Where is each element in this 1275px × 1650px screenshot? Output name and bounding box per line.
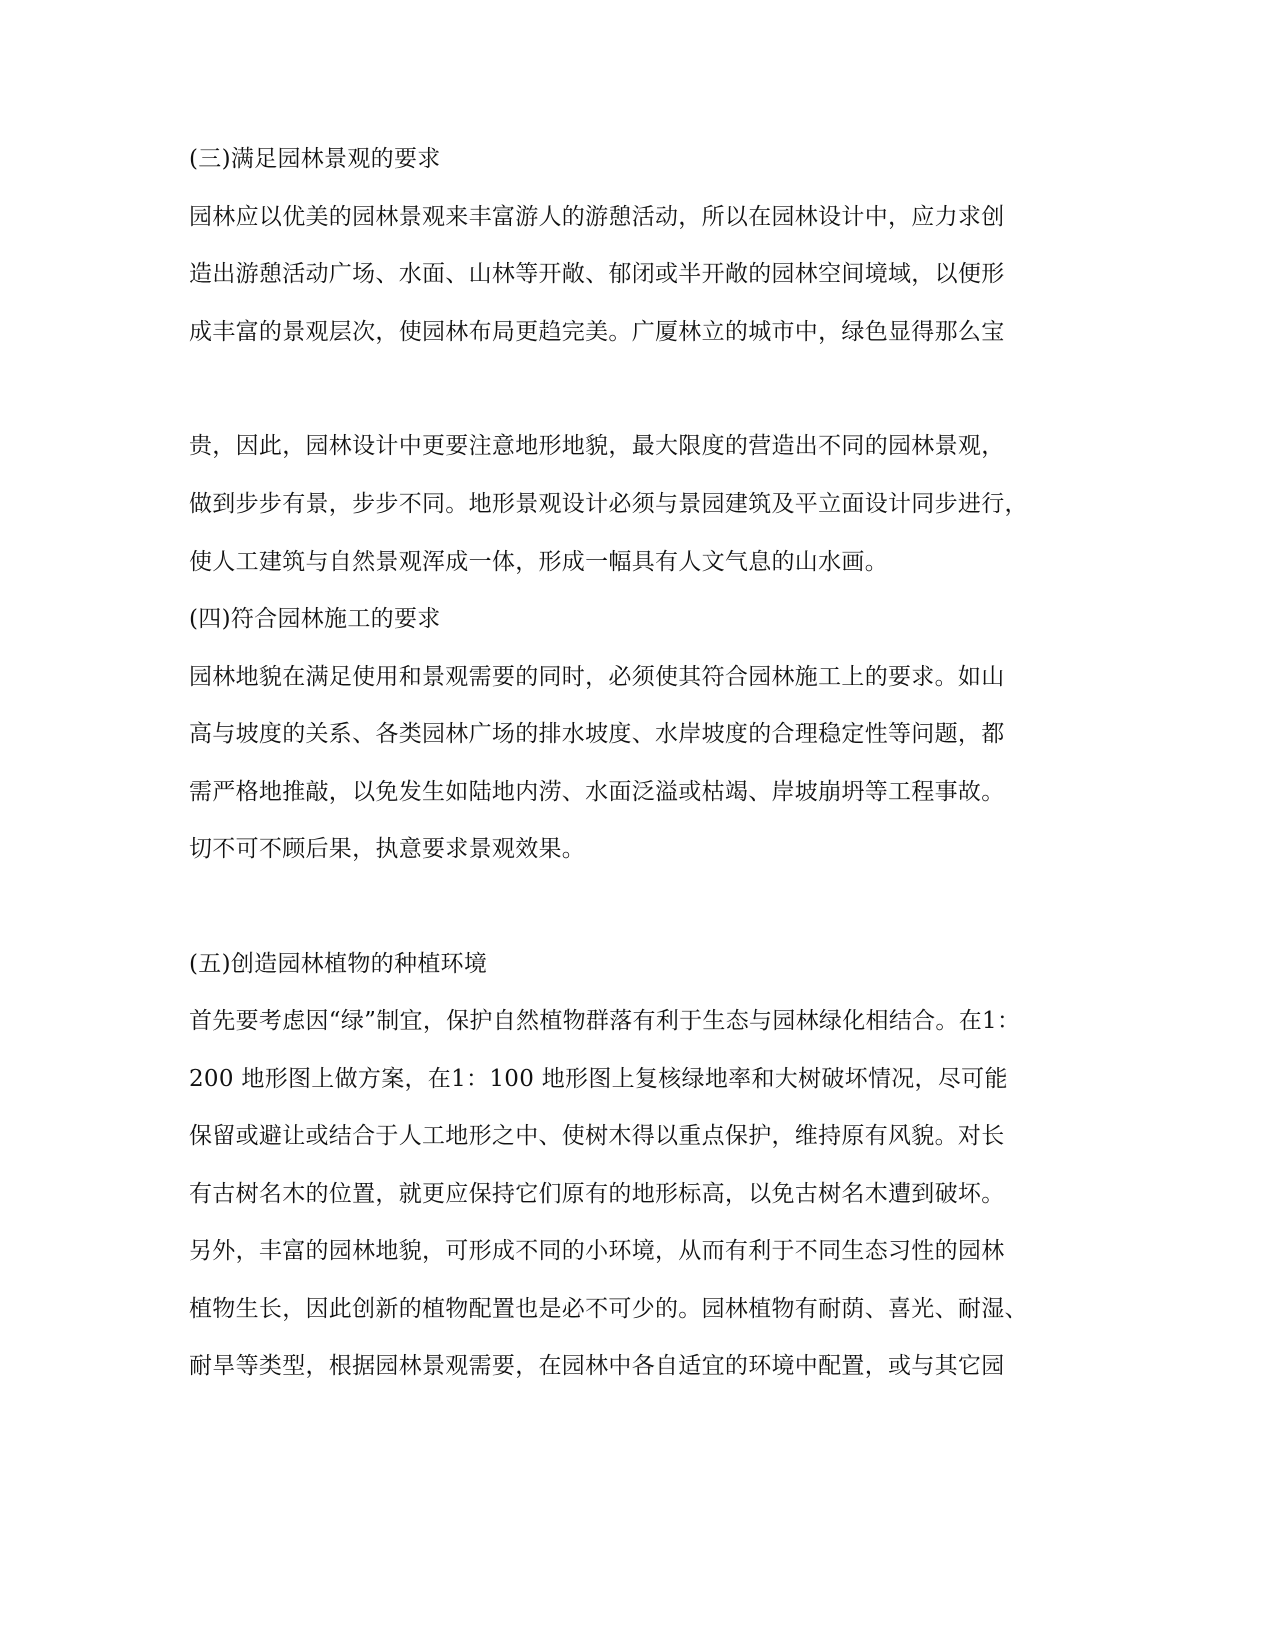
paragraph-line: 有古树名木的位置，就更应保持它们原有的地形标高，以免古树名木遭到破坏。 (189, 1181, 1005, 1207)
paragraph-line: 需严格地推敲，以免发生如陆地内涝、水面泛溢或枯竭、岸坡崩坍等工程事故。 (189, 779, 1005, 805)
paragraph-line: 使人工建筑与自然景观浑成一体，形成一幅具有人文气息的山水画。 (189, 549, 888, 575)
paragraph-line: 耐旱等类型，根据园林景观需要，在园林中各自适宜的环境中配置，或与其它园 (189, 1353, 1005, 1379)
paragraph-line: 200 地形图上做方案，在1：100 地形图上复核绿地率和大树破坏情况，尽可能 (189, 1066, 1008, 1092)
paragraph-line: 造出游憩活动广场、水面、山林等开敞、郁闭或半开敞的园林空间境域，以便形 (189, 261, 1005, 287)
paragraph-line: 成丰富的景观层次，使园林布局更趋完美。广厦林立的城市中，绿色显得那么宝 (189, 319, 1005, 345)
paragraph-line: 园林应以优美的园林景观来丰富游人的游憩活动，所以在园林设计中，应力求创 (189, 204, 1005, 230)
paragraph-line: 另外，丰富的园林地貌，可形成不同的小环境，从而有利于不同生态习性的园林 (189, 1238, 1005, 1264)
paragraph-line: 做到步步有景，步步不同。地形景观设计必须与景园建筑及平立面设计同步进行， (189, 491, 1028, 517)
paragraph-line: 植物生长，因此创新的植物配置也是必不可少的。园林植物有耐荫、喜光、耐湿、 (189, 1296, 1028, 1322)
paragraph-line: 贵，因此，园林设计中更要注意地形地貌，最大限度的营造出不同的园林景观， (189, 433, 1005, 459)
paragraph-line: 园林地貌在满足使用和景观需要的同时，必须使其符合园林施工上的要求。如山 (189, 664, 1005, 690)
paragraph-line: 切不可不顾后果，执意要求景观效果。 (189, 836, 586, 862)
paragraph-line: 高与坡度的关系、各类园林广场的排水坡度、水岸坡度的合理稳定性等问题，都 (189, 721, 1005, 747)
paragraph-line: 首先要考虑因“绿”制宜，保护自然植物群落有利于生态与园林绿化相结合。在1： (189, 1008, 1021, 1034)
section-heading-4: (四)符合园林施工的要求 (189, 606, 441, 632)
section-heading-3: (三)满足园林景观的要求 (189, 146, 441, 172)
section-heading-5: (五)创造园林植物的种植环境 (189, 951, 488, 977)
paragraph-line: 保留或避让或结合于人工地形之中、使树木得以重点保护，维持原有风貌。对长 (189, 1123, 1005, 1149)
